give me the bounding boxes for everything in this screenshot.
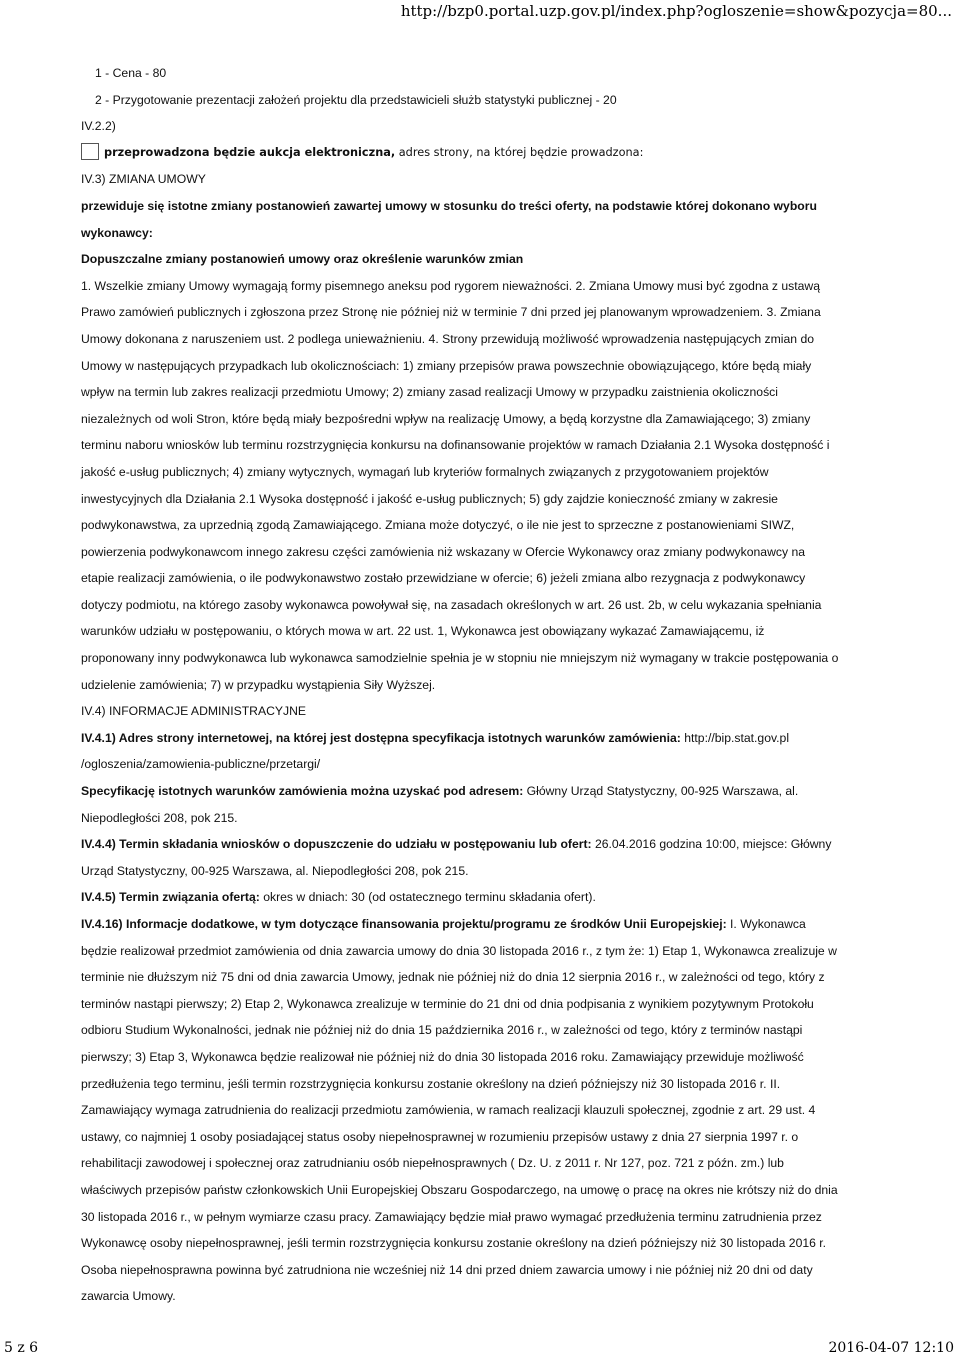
deadline-row xyxy=(81,831,881,858)
section-heading: IV.4) INFORMACJE ADMINISTRACYJNE xyxy=(81,704,307,719)
criterion-item: 1 - Cena - 80 xyxy=(95,66,167,80)
page-number: 5 z 6 xyxy=(4,1340,39,1356)
spec-url-row xyxy=(81,725,881,752)
text-line: terminów nastąpi pierwszy; 2) Etap 2, Wykonawca zrealizuje w terminie do 21 dni od dnia podpisania z wynikiem pozytywnym Protokołu xyxy=(81,996,814,1011)
text-line: Osoba niepełnosprawna powinna być zatrudniona nie wcześniej niż 14 dni przed dniem zawarcia umowy i nie później niż 20 dni od daty xyxy=(81,1262,813,1277)
document-body xyxy=(81,60,881,1310)
text-line: będzie realizował przedmiot zamówienia od dnia zawarcia umowy do dnia 30 listopada 2016 r., z tym że: 1) Etap 1, Wykonawca zrealizuje w xyxy=(81,943,837,958)
auction-checkbox[interactable] xyxy=(81,143,99,160)
changes-text xyxy=(81,273,881,699)
text-line: niezależnych od woli Stron, które będą miały bezpośredni wpływ na realizację Umowy, a będą korzystne dla Zamawiającego; 3) zmiany xyxy=(81,411,811,426)
text-line: zawarcia Umowy. xyxy=(81,1289,176,1304)
print-datetime: 2016-04-07 12:10 xyxy=(828,1340,954,1356)
text-line: Prawo zamówień publicznych i zgłoszona przez Stronę nie później niż w terminie 7 dni przed jej planowanym wprowadzeniem. 3. Zmiana xyxy=(81,305,821,320)
spec-address-row xyxy=(81,778,881,805)
text-line: Umowy dokonana z naruszeniem ust. 2 podlega unieważnieniu. 4. Strony przewidują możliwość wprowadzenia następujących zmian do xyxy=(81,331,814,346)
auction-text: adres strony, na której będzie prowadzona: xyxy=(395,145,644,159)
text-line: Zamawiający wymaga zatrudnienia do realizacji przedmiotu zamówienia, w ramach realizacji klauzuli społecznej, zgodnie z art. 29 ust. 4 xyxy=(81,1103,816,1118)
auction-row xyxy=(81,140,881,167)
text-line: Wykonawcę osoby niepełnosprawnej, jeśli termin rozstrzygnięcia konkursu zostanie określony na dzień późniejszy niż 30 listopada 2016 r. xyxy=(81,1236,827,1251)
deadline-label: IV.4.4) Termin składania wniosków o dopuszczenie do udziału w postępowaniu lub ofert: xyxy=(81,837,592,852)
text-line: 30 listopada 2016 r., w pełnym wymiarze czasu pracy. Zamawiający będzie miał prawo wymagać przedłużenia terminu zatrudnienia przez xyxy=(81,1209,822,1224)
text-line: przedłużenia tego terminu, jeśli termin rozstrzygnięcia konkursu zostanie określony na dzień późniejszy niż 30 listopada 2016 r. II. xyxy=(81,1076,781,1091)
criterion-item: 2 - Przygotowanie prezentacji założeń projektu dla przedstawicieli służb statystyki publicznej - 20 xyxy=(95,92,617,107)
auction-label: przeprowadzona będzie aukcja elektroniczna, xyxy=(104,145,396,159)
section-heading: IV.2.2) xyxy=(81,119,116,134)
spec-address-value: Główny Urząd Statystyczny, 00-925 Warszawa, al. xyxy=(523,784,799,799)
changes-subheading: Dopuszczalne zmiany postanowień umowy oraz określenie warunków zmian xyxy=(81,252,524,267)
section-heading: IV.3) ZMIANA UMOWY xyxy=(81,172,206,187)
spec-address-cont: Niepodległości 208, pok 215. xyxy=(81,810,238,825)
binding-label: IV.4.5) Termin związania ofertą: xyxy=(81,890,260,905)
page-url: http://bzp0.portal.uzp.gov.pl/index.php?ogloszenie=show&pozycja=80... xyxy=(400,2,952,20)
text-line: pierwszy; 3) Etap 3, Wykonawca będzie realizował nie później niż do dnia 30 listopada 2016 roku. Zamawiający przewiduje możliwość xyxy=(81,1049,804,1064)
text-line: wpływ na termin lub zakres realizacji przedmiotu Umowy; 2) zmiany zasad realizacji Umowy w przypadku zaistnienia okoliczności xyxy=(81,385,778,400)
text-line: właściwych przepisów państw członkowskich Unii Europejskiej Obszaru Gospodarczego, na umowę o pracę na okres nie krótszy niż do dnia xyxy=(81,1182,838,1197)
deadline-cont: Urząd Statystyczny, 00-925 Warszawa, al. Niepodległości 208, pok 215. xyxy=(81,863,469,878)
extra-info-label: IV.4.16) Informacje dodatkowe, w tym dotyczące finansowania projektu/programu ze środków Unii Europejskiej: xyxy=(81,917,727,931)
text-line: terminie nie dłuższym niż 75 dni od dnia zawarcia Umowy, jednak nie później niż do dnia 12 sierpnia 2016 r., w zależności od tego, który z xyxy=(81,970,825,985)
spec-address-label: Specyfikację istotnych warunków zamówienia można uzyskać pod adresem: xyxy=(81,784,524,799)
binding-value: okres w dniach: 30 (od ostatecznego terminu składania ofert). xyxy=(259,890,596,905)
text-line: dotyczy podmiotu, na którego zasoby wykonawca powoływał się, na zasadach określonych w art. 26 ust. 2b, w celu wykazania spełniania xyxy=(81,597,822,612)
text-line: powierzenia podwykonawcom innego zakresu części zamówienia niż wskazany w Ofercie Wykonawcy oraz zmiany podwykonawcy na xyxy=(81,544,806,559)
spec-url-label: IV.4.1) Adres strony internetowej, na której jest dostępna specyfikacja istotnych warunków zamówienia: xyxy=(81,730,681,745)
binding-row xyxy=(81,884,881,911)
text-line: odbioru Studium Wykonalności, jednak nie później niż do dnia 15 października 2016 r., w zależności od tego, który z terminów nastąpi xyxy=(81,1023,803,1038)
text-line: warunków udziału w postępowaniu, o których mowa w art. 22 ust. 1, Wykonawca jest obowiązany wykazać Zamawiającemu, iż xyxy=(81,624,765,639)
text-line: etapie realizacji zamówienia, o ile podwykonawstwo zostało przewidziane w ofercie; 6) jeżeli zmiana albo rezygnacja z podwykonawcy xyxy=(81,571,806,586)
extra-info-first: I. Wykonawca xyxy=(726,917,806,931)
text-line: rehabilitacji zawodowej i społecznej oraz zatrudnianiu osób niepełnosprawnych ( Dz. U. z 2011 r. Nr 127, poz. 721 z późn. zm.) lub xyxy=(81,1156,784,1171)
text-line: jakość e-usług publicznych; 4) zmiany wytycznych, wymagań lub kryteriów formalnych związanych z przygotowaniem projektów xyxy=(81,464,769,479)
text-line: ustawy, co najmniej 1 osoby posiadającej status osoby niepełnosprawnej w rozumieniu przepisów ustawy z dnia 27 sierpnia 1997 r. o xyxy=(81,1129,799,1144)
changes-intro: przewiduje się istotne zmiany postanowień zawartej umowy w stosunku do treści oferty, na podstawie której dokonano wyboru xyxy=(81,198,817,213)
text-line: udzielenie zamówienia; 7) w przypadku wystąpienia Siły Wyższej. xyxy=(81,677,436,692)
changes-intro: wykonawcy: xyxy=(81,225,153,240)
text-line: terminu naboru wniosków lub terminu rozstrzygnięcia konkursu na dofinansowanie projektów w ramach Działania 2.1 Wysoka dostępność i xyxy=(81,438,830,453)
spec-url-link-cont[interactable]: /ogloszenia/zamowienia-publiczne/przetargi/ xyxy=(81,757,321,772)
text-line: 1. Wszelkie zmiany Umowy wymagają formy pisemnego aneksu pod rygorem nieważności. 2. Zmiana Umowy musi być zgodna z ustawą xyxy=(81,278,820,293)
text-line: proponowany inny podwykonawca lub wykonawca samodzielnie spełnia je w stopniu nie mniejszym niż wymagany w trakcie postępowania o xyxy=(81,651,839,666)
text-line: Umowy w następujących przypadkach lub okolicznościach: 1) zmiany przepisów prawa powszechnie obowiązującego, które będą miały xyxy=(81,358,812,373)
extra-info-row xyxy=(81,911,881,938)
text-line: inwestycyjnych dla Działania 2.1 Wysoka dostępność i jakość e-usług publicznych; 5) gdy zajdzie konieczność zmiany w zakresie xyxy=(81,491,778,506)
text-line: podwykonawstwa, za uprzednią zgodą Zamawiającego. Zmiana może dotyczyć, o ile nie jest to sprzeczne z postanowieniami SIWZ, xyxy=(81,518,795,533)
spec-url-link[interactable]: http://bip.stat.gov.pl xyxy=(680,730,790,745)
extra-info-text xyxy=(81,938,881,1310)
deadline-value: 26.04.2016 godzina 10:00, miejsce: Główny xyxy=(591,837,832,852)
